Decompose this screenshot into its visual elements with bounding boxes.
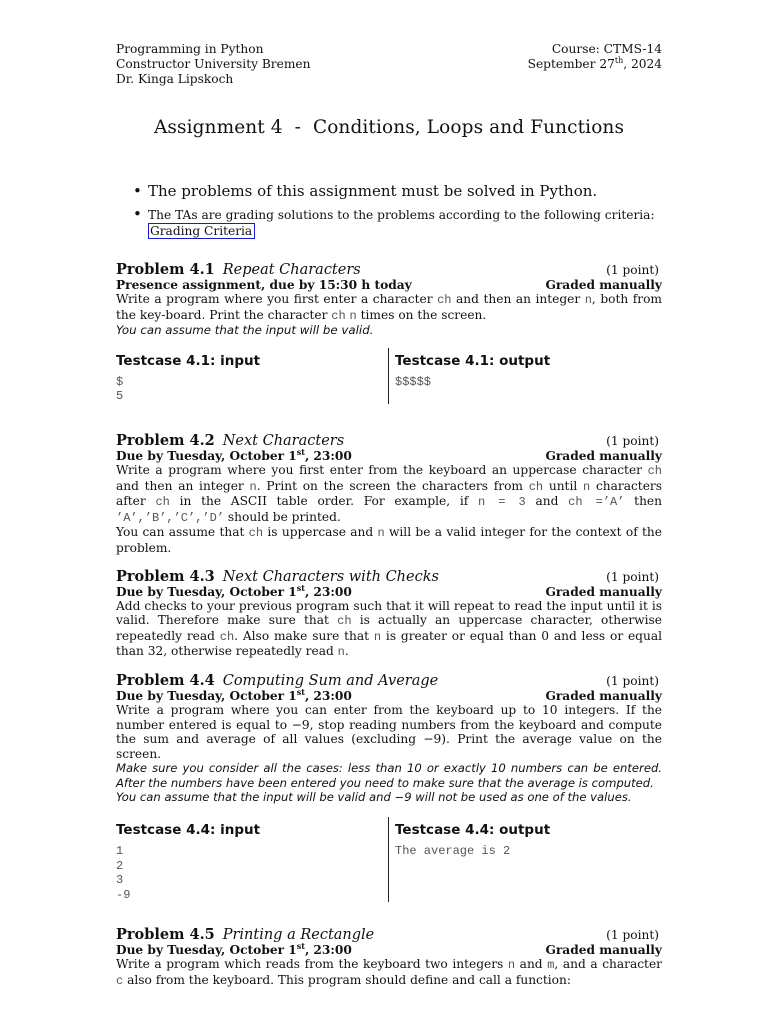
grading-mode: Graded manually xyxy=(545,584,662,599)
due-date: Due by Tuesday, October 1st, 23:00 xyxy=(116,686,352,703)
problem-4-5 xyxy=(116,926,662,988)
grading-mode: Graded manually xyxy=(545,688,662,703)
header-right xyxy=(528,42,662,87)
problem-description: Add checks to your previous program such that it will repeat to read the input until it is valid. Therefore make sure that ch is actually an uppercase character, otherwise repeatedly read ch. Also make sure that n is greater or equal than 0 and less or equal than 32, otherwise repeatedly read n. xyxy=(116,598,662,660)
problem-points: (1 point) xyxy=(606,569,659,584)
output-line: The average is 2 xyxy=(395,844,511,859)
instructions-list xyxy=(116,182,662,239)
problem-heading: Problem 4.5 Printing a Rectangle xyxy=(116,926,375,944)
due-row xyxy=(116,943,662,957)
due-row xyxy=(116,278,662,292)
problem-note: You can assume that the input will be valid. xyxy=(116,323,374,338)
input-line: 1 xyxy=(116,844,124,859)
due-date: Due by Tuesday, October 1st, 23:00 xyxy=(116,446,352,463)
due-date: Due by Tuesday, October 1st, 23:00 xyxy=(116,941,352,958)
problem-points: (1 point) xyxy=(606,263,659,277)
problem-4-2 xyxy=(116,432,662,556)
testcase-input: Testcase 4.1: input $ 5 xyxy=(116,348,388,404)
grading-mode: Graded manually xyxy=(545,278,662,292)
problem-description: Write a program which reads from the keyboard two integers n and m, and a character c also from the keyboard. This program should define and call a function: xyxy=(116,957,662,989)
testcase-4-4 xyxy=(116,817,662,902)
grading-mode: Graded manually xyxy=(545,943,662,958)
document-header xyxy=(116,42,662,87)
input-line: 5 xyxy=(116,389,124,404)
course-code: Course: CTMS-14 xyxy=(551,42,662,56)
header-left xyxy=(116,42,310,87)
problem-note: Make sure you consider all the cases: less than 10 or exactly 10 numbers can be entered. After the numbers have been entered you need to make sure that the average is computed. xyxy=(116,761,662,790)
problem-description: Write a program where you first enter from the keyboard an uppercase character ch and then an integer n. Print on the screen the characters from ch until n characters after ch in the ASCII table order. For example, if n = 3 and ch =’A’ then ’A’,’B’,’C’,’D’ should be printed. You can assume that ch is uppercase and n will be a valid integer for the context of the problem. xyxy=(116,462,662,555)
due-row xyxy=(116,686,662,703)
input-line: 2 xyxy=(116,858,124,873)
instructor-name: Dr. Kinga Lipskoch xyxy=(116,72,234,86)
grading-mode: Graded manually xyxy=(545,448,662,463)
grading-criteria-link[interactable]: Grading Criteria xyxy=(148,223,255,239)
testcase-4-1 xyxy=(116,348,662,404)
instruction-item: • The TAs are grading solutions to the problems according to the following criteria: Grading Criteria xyxy=(116,208,662,239)
input-line: $ xyxy=(116,374,124,389)
testcase-output: Testcase 4.4: output The average is 2 xyxy=(388,817,661,902)
course-title: Programming in Python xyxy=(116,42,264,56)
input-line: 3 xyxy=(116,873,124,888)
assignment-title: Assignment 4 - Conditions, Loops and Functions xyxy=(153,117,625,138)
problem-note: You can assume that the input will be valid and −9 will not be used as one of the values. xyxy=(116,790,632,805)
instruction-item: • The problems of this assignment must be solved in Python. xyxy=(116,182,662,200)
problem-heading: Problem 4.1 Repeat Characters xyxy=(116,261,361,278)
problem-description: Write a program where you first enter a character ch and then an integer n, both from the key-board. Print the character ch n times on the screen. You can assume that the input will be valid. xyxy=(116,292,662,338)
due-row xyxy=(116,446,662,463)
assignment-page xyxy=(116,42,662,989)
testcase-output: Testcase 4.1: output $$$$$ xyxy=(388,348,661,404)
due-date: Presence assignment, due by 15:30 h today xyxy=(116,278,412,292)
problem-heading: Problem 4.3 Next Characters with Checks xyxy=(116,567,439,585)
problem-4-1 xyxy=(116,261,662,404)
problem-points: (1 point) xyxy=(606,433,659,448)
due-row xyxy=(116,582,662,599)
problem-description: Write a program where you can enter from the keyboard up to 10 integers. If the number entered is equal to −9, stop reading numbers from the keyboard and compute the sum and average of all values (excluding −9). Print the average value on the screen. Make sure you consider all the cases: less than 10 or exactly 10 numbers can be entered. After the numbers have been entered you need to make sure that the average is computed. You can assume that the input will be valid and −9 will not be used as one of the values. xyxy=(116,702,662,805)
problem-heading: Problem 4.2 Next Characters xyxy=(116,431,345,449)
problem-4-4 xyxy=(116,672,662,903)
problem-points: (1 point) xyxy=(606,928,659,943)
problem-4-3 xyxy=(116,568,662,660)
output-line: $$$$$ xyxy=(395,374,432,389)
testcase-input: Testcase 4.4: input 1 2 3 -9 xyxy=(116,817,388,902)
header-date: September 27th, 2024 xyxy=(527,55,662,71)
problem-heading: Problem 4.4 Computing Sum and Average xyxy=(116,671,439,689)
input-line: -9 xyxy=(116,887,131,902)
university-name: Constructor University Bremen xyxy=(116,57,311,71)
problem-points: (1 point) xyxy=(606,673,659,688)
due-date: Due by Tuesday, October 1st, 23:00 xyxy=(116,582,352,599)
